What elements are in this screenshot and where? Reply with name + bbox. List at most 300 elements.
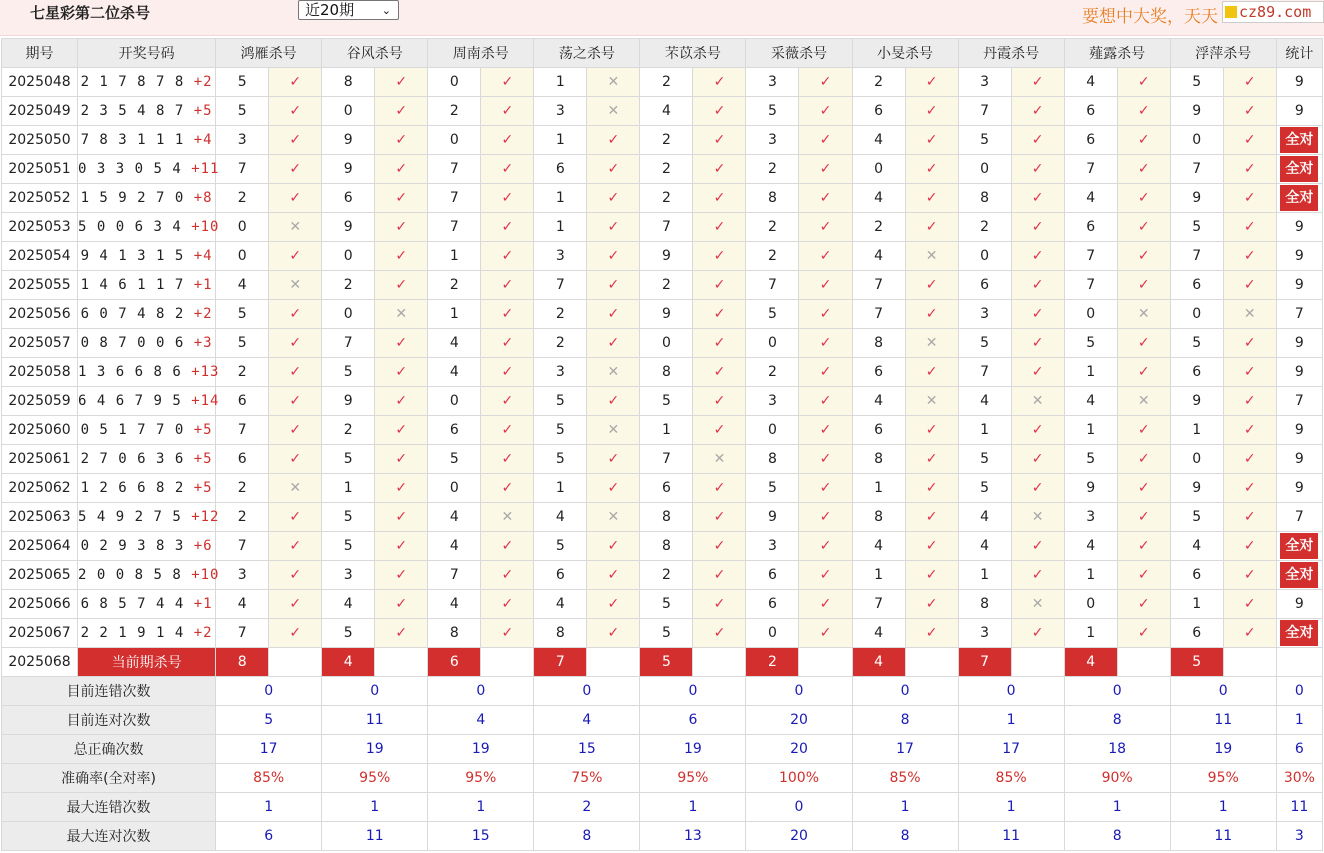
summary-value: 2 [534, 793, 640, 822]
result-mark-cell [587, 242, 640, 271]
draw-numbers-cell [78, 68, 216, 97]
summary-row [2, 677, 1323, 706]
stat-cell: 9 [1276, 329, 1322, 358]
result-mark-cell [587, 271, 640, 300]
kill-number-cell: 1 [640, 416, 693, 445]
summary-value: 8 [852, 822, 958, 851]
draw-numbers-cell [78, 503, 220, 532]
result-mark-cell [587, 619, 640, 648]
kill-number-cell: 5 [958, 445, 1011, 474]
check-icon: ✓ [819, 335, 832, 351]
result-mark-cell [375, 532, 428, 561]
draw-digits: 0 3 3 0 5 4 [78, 161, 182, 177]
check-icon: ✓ [925, 422, 938, 438]
kill-number-cell: 7 [1170, 155, 1223, 184]
draw-extra: +5 [184, 422, 213, 438]
check-icon: ✓ [819, 567, 832, 583]
issue-cell: 2025052 [2, 184, 78, 213]
kill-number-cell: 1 [322, 474, 375, 503]
result-mark-cell [905, 271, 958, 300]
issue-cell: 2025055 [2, 271, 78, 300]
table-row [2, 97, 1323, 126]
result-mark-cell [1223, 503, 1276, 532]
check-icon: ✓ [1243, 103, 1256, 119]
summary-value: 18 [1064, 735, 1170, 764]
kill-number-cell: 0 [1170, 126, 1223, 155]
check-icon: ✓ [1031, 364, 1044, 380]
kill-number-cell: 8 [746, 184, 799, 213]
stat-cell [1276, 155, 1322, 184]
result-mark-cell [375, 242, 428, 271]
result-mark-cell [1117, 503, 1170, 532]
result-mark-cell [799, 445, 852, 474]
draw-extra: +2 [184, 625, 213, 641]
kill-number-cell: 6 [1170, 561, 1223, 590]
kill-number-cell: 2 [640, 271, 693, 300]
draw-numbers-cell [78, 532, 216, 561]
result-mark-cell [587, 300, 640, 329]
check-icon: ✓ [607, 567, 620, 583]
kill-number-cell: 5 [746, 474, 799, 503]
kill-number-cell: 7 [640, 213, 693, 242]
check-icon: ✓ [289, 306, 302, 322]
result-mark-cell [481, 213, 534, 242]
result-mark-cell [375, 445, 428, 474]
kill-number-cell: 0 [1064, 590, 1117, 619]
check-icon: ✓ [289, 393, 302, 409]
draw-numbers-cell [78, 155, 220, 184]
summary-value: 95% [1170, 764, 1276, 793]
check-icon: ✓ [1243, 219, 1256, 235]
check-icon: ✓ [289, 190, 302, 206]
result-mark-cell [905, 619, 958, 648]
cross-icon: ✕ [1137, 306, 1150, 322]
result-mark-cell [905, 68, 958, 97]
cross-icon: ✕ [289, 480, 302, 496]
result-mark-cell [1011, 503, 1064, 532]
kill-number-cell: 7 [534, 271, 587, 300]
draw-digits: 1 3 6 6 8 6 [78, 364, 182, 380]
result-mark-cell [587, 213, 640, 242]
period-select[interactable] [298, 0, 399, 20]
check-icon: ✓ [713, 161, 726, 177]
result-mark-cell [1011, 126, 1064, 155]
result-mark-cell [269, 532, 322, 561]
check-icon: ✓ [819, 248, 832, 264]
check-icon: ✓ [1031, 625, 1044, 641]
cross-icon: ✕ [1243, 306, 1256, 322]
issue-cell: 2025060 [2, 416, 78, 445]
cross-icon: ✕ [289, 219, 302, 235]
kill-number-cell: 8 [640, 503, 693, 532]
result-mark-cell [1011, 619, 1064, 648]
check-icon: ✓ [1031, 422, 1044, 438]
check-icon: ✓ [1137, 567, 1150, 583]
kill-number-cell: 5 [1170, 503, 1223, 532]
issue-cell: 2025057 [2, 329, 78, 358]
check-icon: ✓ [713, 103, 726, 119]
check-icon: ✓ [925, 103, 938, 119]
issue-cell: 2025061 [2, 445, 78, 474]
kill-number-cell: 1 [534, 68, 587, 97]
cross-icon: ✕ [1137, 393, 1150, 409]
result-mark-cell [905, 387, 958, 416]
draw-extra: +14 [181, 393, 220, 409]
kill-number-cell: 9 [640, 300, 693, 329]
result-mark-cell [375, 619, 428, 648]
result-mark-cell [1223, 213, 1276, 242]
result-mark-cell [1011, 532, 1064, 561]
check-icon: ✓ [713, 509, 726, 525]
check-icon: ✓ [395, 277, 408, 293]
kill-number-cell: 4 [958, 387, 1011, 416]
check-icon: ✓ [819, 509, 832, 525]
kill-number-table [1, 38, 1323, 851]
result-mark-cell [269, 387, 322, 416]
check-icon: ✓ [925, 625, 938, 641]
kill-number-cell: 6 [958, 271, 1011, 300]
result-mark-cell [375, 155, 428, 184]
check-icon: ✓ [713, 393, 726, 409]
kill-number-cell: 5 [1170, 68, 1223, 97]
result-mark-cell [1117, 590, 1170, 619]
result-mark-cell [1011, 445, 1064, 474]
kill-number-cell: 4 [216, 271, 269, 300]
kill-number-cell: 4 [428, 503, 481, 532]
ad-logo[interactable] [1222, 1, 1324, 23]
result-mark-cell [587, 590, 640, 619]
check-icon: ✓ [1137, 451, 1150, 467]
kill-number-cell: 3 [534, 97, 587, 126]
kill-number-cell: 5 [1170, 329, 1223, 358]
col-header-expert: 丹霞杀号 [958, 39, 1064, 68]
kill-number-cell: 4 [852, 387, 905, 416]
kill-number-cell: 6 [1170, 619, 1223, 648]
check-icon: ✓ [501, 132, 514, 148]
kill-number-cell: 0 [958, 155, 1011, 184]
check-icon: ✓ [289, 364, 302, 380]
result-mark-cell [269, 97, 322, 126]
col-header-draw: 开奖号码 [78, 39, 216, 68]
check-icon: ✓ [289, 161, 302, 177]
check-icon: ✓ [1243, 364, 1256, 380]
check-icon: ✓ [289, 509, 302, 525]
kill-number-cell: 8 [746, 445, 799, 474]
result-mark-cell [799, 474, 852, 503]
current-empty-cell [375, 648, 428, 677]
result-mark-cell [587, 329, 640, 358]
check-icon: ✓ [1137, 132, 1150, 148]
kill-number-cell: 8 [640, 358, 693, 387]
kill-number-cell: 8 [534, 619, 587, 648]
draw-digits: 0 2 9 3 8 3 [80, 538, 185, 554]
result-mark-cell [1011, 300, 1064, 329]
result-mark-cell [1011, 590, 1064, 619]
result-mark-cell [905, 474, 958, 503]
summary-value: 11 [958, 822, 1064, 851]
summary-value: 1 [322, 793, 428, 822]
check-icon: ✓ [607, 538, 620, 554]
kill-number-cell: 0 [1170, 445, 1223, 474]
summary-value: 90% [1064, 764, 1170, 793]
draw-numbers-cell [78, 445, 216, 474]
table-row [2, 184, 1323, 213]
current-kill-number: 6 [428, 648, 481, 677]
result-mark-cell [799, 358, 852, 387]
result-mark-cell [799, 387, 852, 416]
result-mark-cell [587, 358, 640, 387]
summary-value: 8 [534, 822, 640, 851]
kill-number-cell: 7 [852, 271, 905, 300]
draw-digits: 2 7 0 6 3 6 [80, 451, 185, 467]
draw-digits: 2 0 0 8 5 8 [78, 567, 182, 583]
check-icon: ✓ [501, 596, 514, 612]
kill-number-cell: 9 [1170, 184, 1223, 213]
result-mark-cell [693, 213, 746, 242]
stat-cell: 9 [1276, 97, 1322, 126]
summary-stat-value: 0 [1276, 677, 1322, 706]
check-icon: ✓ [925, 219, 938, 235]
result-mark-cell [905, 561, 958, 590]
result-mark-cell [799, 561, 852, 590]
table-row [2, 155, 1323, 184]
result-mark-cell [587, 155, 640, 184]
draw-digits: 1 2 6 6 8 2 [80, 480, 185, 496]
check-icon: ✓ [289, 132, 302, 148]
kill-number-cell: 0 [322, 300, 375, 329]
kill-number-cell: 7 [1064, 155, 1117, 184]
cross-icon: ✕ [925, 248, 938, 264]
issue-cell: 2025054 [2, 242, 78, 271]
summary-value: 0 [534, 677, 640, 706]
result-mark-cell [1011, 155, 1064, 184]
kill-number-cell: 7 [852, 300, 905, 329]
result-mark-cell [481, 387, 534, 416]
check-icon: ✓ [607, 480, 620, 496]
result-mark-cell [1223, 126, 1276, 155]
result-mark-cell [905, 97, 958, 126]
kill-number-cell: 0 [428, 474, 481, 503]
result-mark-cell [375, 68, 428, 97]
kill-number-cell: 0 [852, 155, 905, 184]
kill-number-cell: 3 [958, 619, 1011, 648]
summary-value: 20 [746, 735, 852, 764]
draw-digits: 1 5 9 2 7 0 [80, 190, 185, 206]
draw-extra: +5 [184, 480, 213, 496]
kill-number-cell: 6 [1064, 97, 1117, 126]
col-header-expert: 小旻杀号 [852, 39, 958, 68]
check-icon: ✓ [1243, 132, 1256, 148]
draw-extra: +4 [184, 248, 213, 264]
result-mark-cell [269, 416, 322, 445]
check-icon: ✓ [1243, 596, 1256, 612]
kill-number-cell: 2 [852, 213, 905, 242]
result-mark-cell [269, 619, 322, 648]
check-icon: ✓ [819, 393, 832, 409]
current-empty-cell [693, 648, 746, 677]
kill-number-cell: 4 [852, 242, 905, 271]
kill-number-cell: 7 [428, 213, 481, 242]
col-header-stat: 统计 [1276, 39, 1322, 68]
kill-number-cell: 4 [1064, 532, 1117, 561]
col-header-expert: 采薇杀号 [746, 39, 852, 68]
kill-number-cell: 1 [1064, 358, 1117, 387]
summary-value: 6 [640, 706, 746, 735]
page-title: 七星彩第二位杀号 [30, 4, 151, 22]
kill-number-cell: 4 [428, 358, 481, 387]
all-right-badge: 全对 [1280, 562, 1318, 588]
check-icon: ✓ [925, 306, 938, 322]
result-mark-cell [269, 184, 322, 213]
check-icon: ✓ [819, 306, 832, 322]
table-row [2, 358, 1323, 387]
check-icon: ✓ [1031, 451, 1044, 467]
kill-number-cell: 2 [428, 97, 481, 126]
check-icon: ✓ [395, 103, 408, 119]
summary-stat-value: 11 [1276, 793, 1322, 822]
kill-number-cell: 6 [1064, 126, 1117, 155]
kill-number-cell: 3 [216, 561, 269, 590]
check-icon: ✓ [501, 248, 514, 264]
result-mark-cell [693, 126, 746, 155]
check-icon: ✓ [925, 509, 938, 525]
issue-cell: 2025049 [2, 97, 78, 126]
check-icon: ✓ [713, 364, 726, 380]
stat-cell [1276, 561, 1322, 590]
draw-numbers-cell [78, 619, 216, 648]
stat-cell: 9 [1276, 474, 1322, 503]
current-kill-number: 7 [958, 648, 1011, 677]
kill-number-cell: 2 [216, 184, 269, 213]
check-icon: ✓ [395, 190, 408, 206]
current-kill-number: 5 [640, 648, 693, 677]
col-header-expert: 浮萍杀号 [1170, 39, 1276, 68]
table-header-row [2, 39, 1323, 68]
kill-number-cell: 7 [216, 155, 269, 184]
draw-extra: +1 [184, 277, 213, 293]
kill-number-cell: 6 [216, 445, 269, 474]
check-icon: ✓ [713, 248, 726, 264]
result-mark-cell [587, 184, 640, 213]
kill-number-cell: 0 [216, 242, 269, 271]
summary-value: 19 [428, 735, 534, 764]
kill-number-cell: 4 [322, 590, 375, 619]
result-mark-cell [905, 155, 958, 184]
check-icon: ✓ [289, 567, 302, 583]
result-mark-cell [905, 532, 958, 561]
check-icon: ✓ [1031, 190, 1044, 206]
kill-number-cell: 1 [1064, 561, 1117, 590]
draw-numbers-cell [78, 387, 220, 416]
kill-number-cell: 1 [534, 213, 587, 242]
summary-stat-value: 30% [1276, 764, 1322, 793]
check-icon: ✓ [713, 625, 726, 641]
col-header-expert: 谷风杀号 [322, 39, 428, 68]
summary-value: 1 [216, 793, 322, 822]
kill-number-cell: 2 [852, 68, 905, 97]
table-row [2, 619, 1323, 648]
kill-number-cell: 4 [958, 503, 1011, 532]
kill-number-cell: 2 [322, 271, 375, 300]
kill-number-cell: 0 [640, 329, 693, 358]
summary-value: 1 [428, 793, 534, 822]
summary-value: 95% [322, 764, 428, 793]
kill-number-cell: 6 [746, 590, 799, 619]
check-icon: ✓ [1031, 567, 1044, 583]
kill-number-cell: 8 [958, 590, 1011, 619]
kill-number-cell: 1 [428, 300, 481, 329]
check-icon: ✓ [501, 567, 514, 583]
kill-number-cell: 7 [428, 184, 481, 213]
summary-value: 0 [746, 793, 852, 822]
table-row [2, 387, 1323, 416]
check-icon: ✓ [1137, 335, 1150, 351]
draw-extra: +5 [184, 451, 213, 467]
result-mark-cell [1011, 387, 1064, 416]
check-icon: ✓ [1137, 190, 1150, 206]
check-icon: ✓ [607, 393, 620, 409]
table-row [2, 561, 1323, 590]
result-mark-cell [1117, 97, 1170, 126]
issue-cell: 2025065 [2, 561, 78, 590]
check-icon: ✓ [289, 596, 302, 612]
summary-value: 20 [746, 706, 852, 735]
ad-banner-text[interactable]: 要想中大奖，天天 [1082, 7, 1218, 27]
check-icon: ✓ [1031, 103, 1044, 119]
kill-number-cell: 2 [534, 329, 587, 358]
current-kill-number: 8 [216, 648, 269, 677]
kill-number-cell: 3 [958, 68, 1011, 97]
check-icon: ✓ [501, 103, 514, 119]
summary-stat-value: 6 [1276, 735, 1322, 764]
cross-icon: ✕ [289, 277, 302, 293]
result-mark-cell [1011, 329, 1064, 358]
issue-cell: 2025056 [2, 300, 78, 329]
result-mark-cell [799, 97, 852, 126]
kill-number-cell: 1 [852, 474, 905, 503]
kill-number-cell: 4 [640, 97, 693, 126]
draw-extra: +11 [181, 161, 220, 177]
kill-number-cell: 7 [322, 329, 375, 358]
check-icon: ✓ [395, 248, 408, 264]
summary-label: 总正确次数 [2, 735, 216, 764]
kill-number-cell: 7 [216, 416, 269, 445]
result-mark-cell [905, 126, 958, 155]
draw-digits: 2 1 7 8 7 8 [80, 74, 185, 90]
kill-number-cell: 2 [746, 242, 799, 271]
draw-digits: 2 3 5 4 8 7 [80, 103, 185, 119]
table-row [2, 590, 1323, 619]
draw-digits: 1 4 6 1 1 7 [80, 277, 185, 293]
draw-digits: 9 4 1 3 1 5 [80, 248, 185, 264]
kill-number-cell: 2 [428, 271, 481, 300]
check-icon: ✓ [713, 567, 726, 583]
check-icon: ✓ [289, 625, 302, 641]
check-icon: ✓ [1031, 538, 1044, 554]
result-mark-cell [1223, 619, 1276, 648]
result-mark-cell [481, 271, 534, 300]
check-icon: ✓ [395, 161, 408, 177]
kill-number-cell: 5 [534, 445, 587, 474]
kill-number-cell: 0 [1064, 300, 1117, 329]
check-icon: ✓ [289, 74, 302, 90]
kill-number-cell: 7 [216, 532, 269, 561]
chevron-down-icon: ⌄ [381, 4, 391, 17]
result-mark-cell [587, 474, 640, 503]
check-icon: ✓ [1031, 335, 1044, 351]
check-icon: ✓ [395, 538, 408, 554]
result-mark-cell [799, 503, 852, 532]
